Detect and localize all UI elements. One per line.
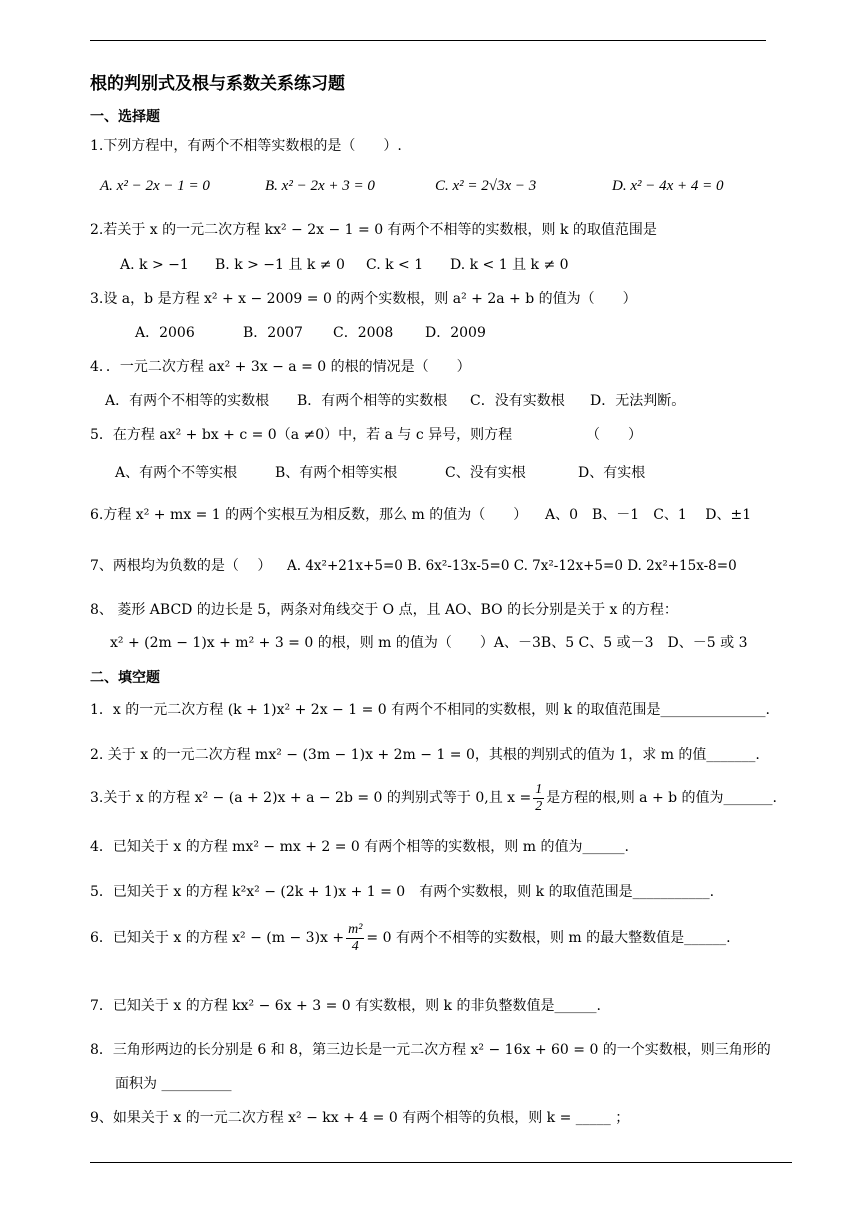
fill-q2: 2. 关于 x 的一元二次方程 mx² − (3m − 1)x + 2m − 1 = 0，其根的判别式的值为 1，求 m 的值_______. (90, 747, 760, 763)
choice-q2-option-a: A. k > −1 (120, 257, 189, 273)
choice-q2-option-c: C. k < 1 (366, 257, 424, 273)
fill-q3-part2: 是方程的根,则 a + b 的值为_______. (546, 790, 777, 806)
fill-q3-fraction: $\frac{1}{2}$ (535, 781, 543, 814)
choice-q1-stem: 1.下列方程中，有两个不相等实数根的是（ ）. (90, 138, 402, 154)
choice-q4-option-d: D．无法判断。 (590, 393, 686, 409)
choice-q4-option-b: B．有两个相等的实数根 (297, 393, 448, 409)
fill-q8-area-line: 面积为 __________ (115, 1076, 232, 1092)
fill-q8: 8．三角形两边的长分别是 6 和 8，第三边长是一元二次方程 x² − 16x + 60 = 0 的一个实数根，则三角形的 (90, 1042, 771, 1058)
footer-rule (90, 1162, 792, 1163)
choice-q5-option-c: C、没有实根 (445, 465, 526, 481)
choice-q3-stem: 3.设 a，b 是方程 x² + x − 2009 = 0 的两个实数根，则 a² + 2a + b 的值为（ ） (90, 291, 637, 307)
fill-q1: 1．x 的一元二次方程 (k + 1)x² + 2x − 1 = 0 有两个不相同的实数根，则 k 的取值范围是_______________. (90, 702, 770, 718)
choice-q3-option-a: A．2006 (135, 325, 195, 341)
choice-q1-option-d: D. x² − 4x + 4 = 0 (612, 178, 724, 194)
choice-q8-stem: 8、 菱形 ABCD 的边长是 5，两条对角线交于 O 点，且 AO、BO 的长分别是关于 x 的方程： (90, 602, 678, 618)
choice-q1-option-c: C. x² = 2√3x − 3 (435, 178, 537, 194)
section-choice-heading: 一、选择题 (90, 109, 160, 125)
fill-q9: 9、如果关于 x 的一元二次方程 x² − kx + 4 = 0 有两个相等的负根，则 k = _____ ； (90, 1110, 630, 1126)
choice-q4-option-a: A．有两个不相等的实数根 (105, 393, 270, 409)
choice-q7-options: A. 4x²+21x+5=0 B. 6x²-13x-5=0 C. 7x²-12x+5=0 D. 2x²+15x-8=0 (287, 558, 737, 574)
choice-q3-option-c: C．2008 (333, 325, 394, 341)
choice-q4-stem: 4．．一元二次方程 ax² + 3x − a = 0 的根的情况是（ ） (90, 359, 471, 375)
fill-q6 (90, 920, 731, 956)
choice-q2-option-b: B. k > −1 且 k ≠ 0 (215, 257, 345, 273)
choice-q1-option-a: A. x² − 2x − 1 = 0 (100, 178, 210, 194)
choice-q3-option-b: B．2007 (243, 325, 303, 341)
choice-q5-option-d: D、有实根 (578, 465, 646, 481)
choice-q2-stem: 2.若关于 x 的一元二次方程 kx² − 2x − 1 = 0 有两个不相等的实数根，则 k 的取值范围是 (90, 222, 657, 238)
fill-q4: 4．已知关于 x 的方程 mx² − mx + 2 = 0 有两个相等的实数根，则 m 的值为______. (90, 839, 629, 855)
choice-q8-equation-line: x² + (2m − 1)x + m² + 3 = 0 的根，则 m 的值为（ ）A、－3B、5 C、5 或－3 D、－5 或 3 (110, 635, 748, 651)
header-rule (90, 40, 766, 41)
choice-q5-answer-paren: （ ） (586, 427, 642, 443)
choice-q5-stem: 5．在方程 ax² + bx + c = 0（a ≠0）中，若 a 与 c 异号，则方程 (90, 427, 513, 443)
choice-q5-option-a: A、有两个不等实根 (115, 465, 238, 481)
section-fill-heading: 二、填空题 (90, 670, 160, 686)
fill-q6-part2: = 0 有两个不相等的实数根，则 m 的最大整数值是______. (366, 930, 731, 946)
choice-q7-stem: 7、两根均为负数的是（ ） (90, 558, 272, 574)
fill-q6-fraction: $\frac{\text{m²}}{4}$ (348, 921, 363, 954)
choice-q3-option-d: D．2009 (425, 325, 486, 341)
fill-q3-part1: 3.关于 x 的方程 x² − (a + 2)x + a − 2b = 0 的判别式等于 0,且 x = (90, 790, 532, 806)
fill-q6-part1: 6．已知关于 x 的方程 x² − (m − 3)x + (90, 930, 345, 946)
choice-q5-option-b: B、有两个相等实根 (275, 465, 398, 481)
choice-q1-option-b: B. x² − 2x + 3 = 0 (265, 178, 375, 194)
choice-q6-options: A、0 B、－1 C、1 D、±1 (545, 507, 752, 523)
fill-q3 (90, 780, 777, 816)
page-title: 根的判别式及根与系数关系练习题 (90, 74, 345, 94)
choice-q4-option-c: C．没有实数根 (470, 393, 565, 409)
fill-q7: 7．已知关于 x 的方程 kx² − 6x + 3 = 0 有实数根，则 k 的非负整数值是______. (90, 998, 601, 1014)
fill-q5: 5．已知关于 x 的方程 k²x² − (2k + 1)x + 1 = 0 有两个实数根，则 k 的取值范围是___________. (90, 884, 715, 900)
choice-q2-option-d: D. k < 1 且 k ≠ 0 (450, 257, 569, 273)
choice-q6-stem: 6.方程 x² + mx = 1 的两个实根互为相反数，那么 m 的值为（ ） (90, 507, 528, 523)
